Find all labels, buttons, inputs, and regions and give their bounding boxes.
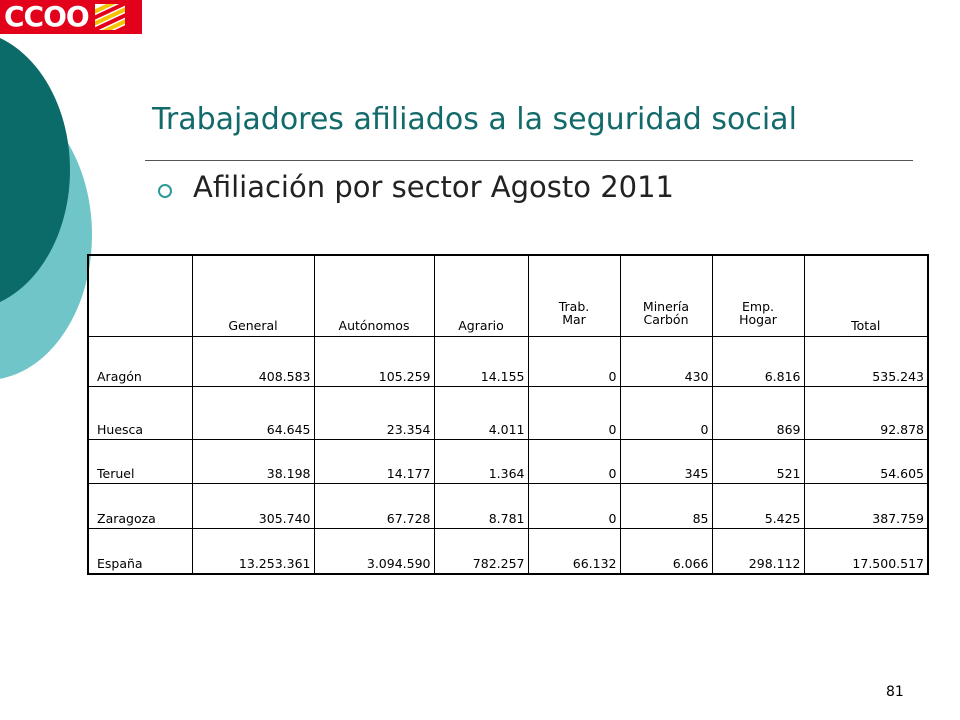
value-cell: 3.094.590 (314, 529, 434, 574)
ccoo-logo (0, 0, 142, 34)
header-cell: Agrario (434, 255, 528, 337)
header-cell: General (192, 255, 314, 337)
value-cell: 6.816 (712, 337, 804, 387)
value-cell: 0 (528, 484, 620, 529)
region-cell: Aragón (88, 337, 192, 387)
value-cell: 521 (712, 440, 804, 484)
value-cell: 17.500.517 (804, 529, 928, 574)
header-line: Trab. (558, 299, 590, 314)
header-line: Mar (562, 312, 586, 327)
value-cell: 14.155 (434, 337, 528, 387)
region-cell: Huesca (88, 387, 192, 440)
value-cell: 64.645 (192, 387, 314, 440)
table-row (88, 337, 928, 387)
value-cell: 0 (620, 387, 712, 440)
header-line: Carbón (643, 312, 689, 327)
value-cell: 430 (620, 337, 712, 387)
table-row (88, 387, 928, 440)
region-cell: España (88, 529, 192, 574)
value-cell: 1.364 (434, 440, 528, 484)
value-cell: 4.011 (434, 387, 528, 440)
slide-subtitle: Afiliación por sector Agosto 2011 (193, 170, 675, 204)
value-cell: 387.759 (804, 484, 928, 529)
value-cell: 408.583 (192, 337, 314, 387)
page-number: 81 (886, 684, 904, 700)
value-cell: 66.132 (528, 529, 620, 574)
table-row (88, 529, 928, 574)
header-cell (620, 255, 712, 337)
bullet-circle-icon (158, 184, 172, 198)
value-cell: 8.781 (434, 484, 528, 529)
header-cell (88, 255, 192, 337)
value-cell: 0 (528, 387, 620, 440)
value-cell: 5.425 (712, 484, 804, 529)
value-cell: 14.177 (314, 440, 434, 484)
aragon-flag-icon (95, 4, 125, 30)
value-cell: 298.112 (712, 529, 804, 574)
value-cell: 38.198 (192, 440, 314, 484)
region-cell: Teruel (88, 440, 192, 484)
header-line: Minería (642, 299, 690, 314)
value-cell: 869 (712, 387, 804, 440)
region-cell: Zaragoza (88, 484, 192, 529)
value-cell: 345 (620, 440, 712, 484)
logo-text: CCOO (4, 0, 89, 33)
value-cell: 305.740 (192, 484, 314, 529)
affiliation-table (87, 254, 929, 575)
value-cell: 92.878 (804, 387, 928, 440)
value-cell: 782.257 (434, 529, 528, 574)
header-cell (712, 255, 804, 337)
value-cell: 23.354 (314, 387, 434, 440)
header-cell: Autónomos (314, 255, 434, 337)
slide-title: Trabajadores afiliados a la seguridad social (152, 102, 797, 137)
value-cell: 67.728 (314, 484, 434, 529)
value-cell: 0 (528, 440, 620, 484)
header-cell (528, 255, 620, 337)
header-cell: Total (804, 255, 928, 337)
value-cell: 13.253.361 (192, 529, 314, 574)
value-cell: 85 (620, 484, 712, 529)
table-row (88, 484, 928, 529)
value-cell: 6.066 (620, 529, 712, 574)
header-line: Emp. (742, 299, 774, 314)
title-divider (145, 160, 913, 161)
header-line: Hogar (739, 312, 777, 327)
value-cell: 105.259 (314, 337, 434, 387)
table-row (88, 440, 928, 484)
value-cell: 54.605 (804, 440, 928, 484)
value-cell: 0 (528, 337, 620, 387)
table-header-row (88, 255, 928, 337)
value-cell: 535.243 (804, 337, 928, 387)
